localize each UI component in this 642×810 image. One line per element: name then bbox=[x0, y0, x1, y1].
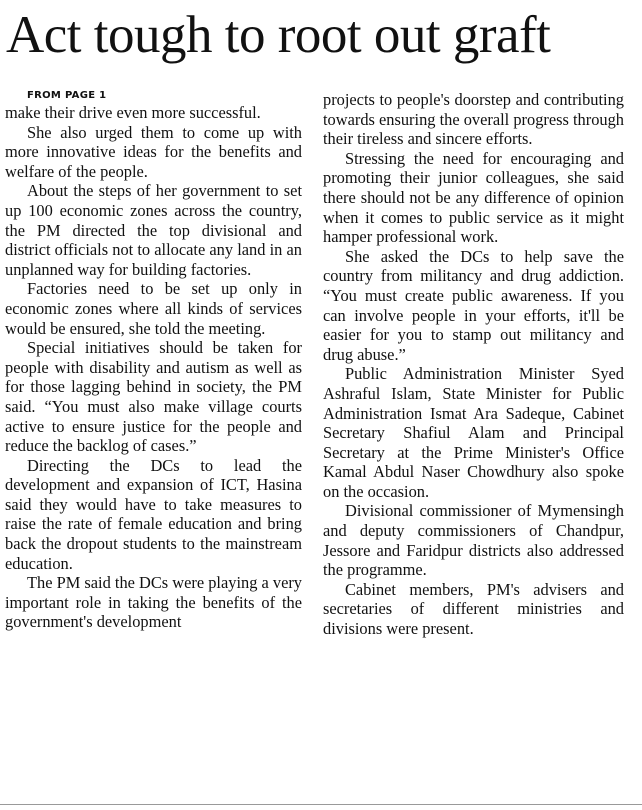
paragraph: Public Administration Minister Syed Ashraful Islam, State Minister for Public Administration Ismat Ara Sadeque, Cabinet Secretary Shafiul Alam and Principal Secretary at the Prime Minister's Office Kamal Abdul Naser Chowdhury also spoke on the occasion. bbox=[323, 364, 624, 501]
paragraph: She also urged them to come up with more innovative ideas for the benefits and welfare of the people. bbox=[5, 122, 302, 181]
paragraph: make their drive even more successful. bbox=[5, 103, 261, 122]
paragraph: Factories need to be set up only in economic zones where all kinds of services would be ensured, she told the meeting. bbox=[5, 279, 302, 338]
article-column-left bbox=[5, 88, 302, 632]
paragraph: Special initiatives should be taken for people with disability and autism as well as for those lagging behind in society, the PM said. “You must also make village courts active to ensure justice for the people and reduce the backlog of cases.” bbox=[5, 338, 302, 456]
kicker-from-page: FROM PAGE 1 bbox=[27, 90, 107, 101]
paragraph: The PM said the DCs were playing a very important role in taking the benefits of the government's development bbox=[5, 573, 302, 632]
paragraph: Cabinet members, PM's advisers and secretaries of different ministries and divisions were present. bbox=[323, 579, 624, 639]
paragraph: About the steps of her government to set up 100 economic zones across the country, the PM directed the top divisional and district officials not to allocate any land in an unplanned way for building factories. bbox=[5, 181, 302, 279]
paragraph: She asked the DCs to help save the country from militancy and drug addiction. “You must create public awareness. If you can involve people in your efforts, it'll be easier for you to stamp out militancy and drug abuse.” bbox=[323, 246, 624, 364]
paragraph: projects to people's doorstep and contributing towards ensuring the overall progress through their tireless and sincere efforts. bbox=[323, 90, 624, 149]
paragraph: Directing the DCs to lead the development and expansion of ICT, Hasina said they would have to take measures to raise the rate of female education and bring back the dropout students to the mainstream education. bbox=[5, 455, 302, 573]
bottom-rule bbox=[0, 804, 642, 805]
paragraph: Divisional commissioner of Mymensingh and deputy commissioners of Chandpur, Jessore and Faridpur districts also addressed the programme. bbox=[323, 501, 624, 580]
article-column-right bbox=[323, 90, 624, 639]
headline: Act tough to root out graft bbox=[6, 6, 551, 64]
paragraph: Stressing the need for encouraging and promoting their junior colleagues, she said there should not be any difference of opinion when it comes to public service as it might hamper professional work. bbox=[323, 148, 624, 247]
